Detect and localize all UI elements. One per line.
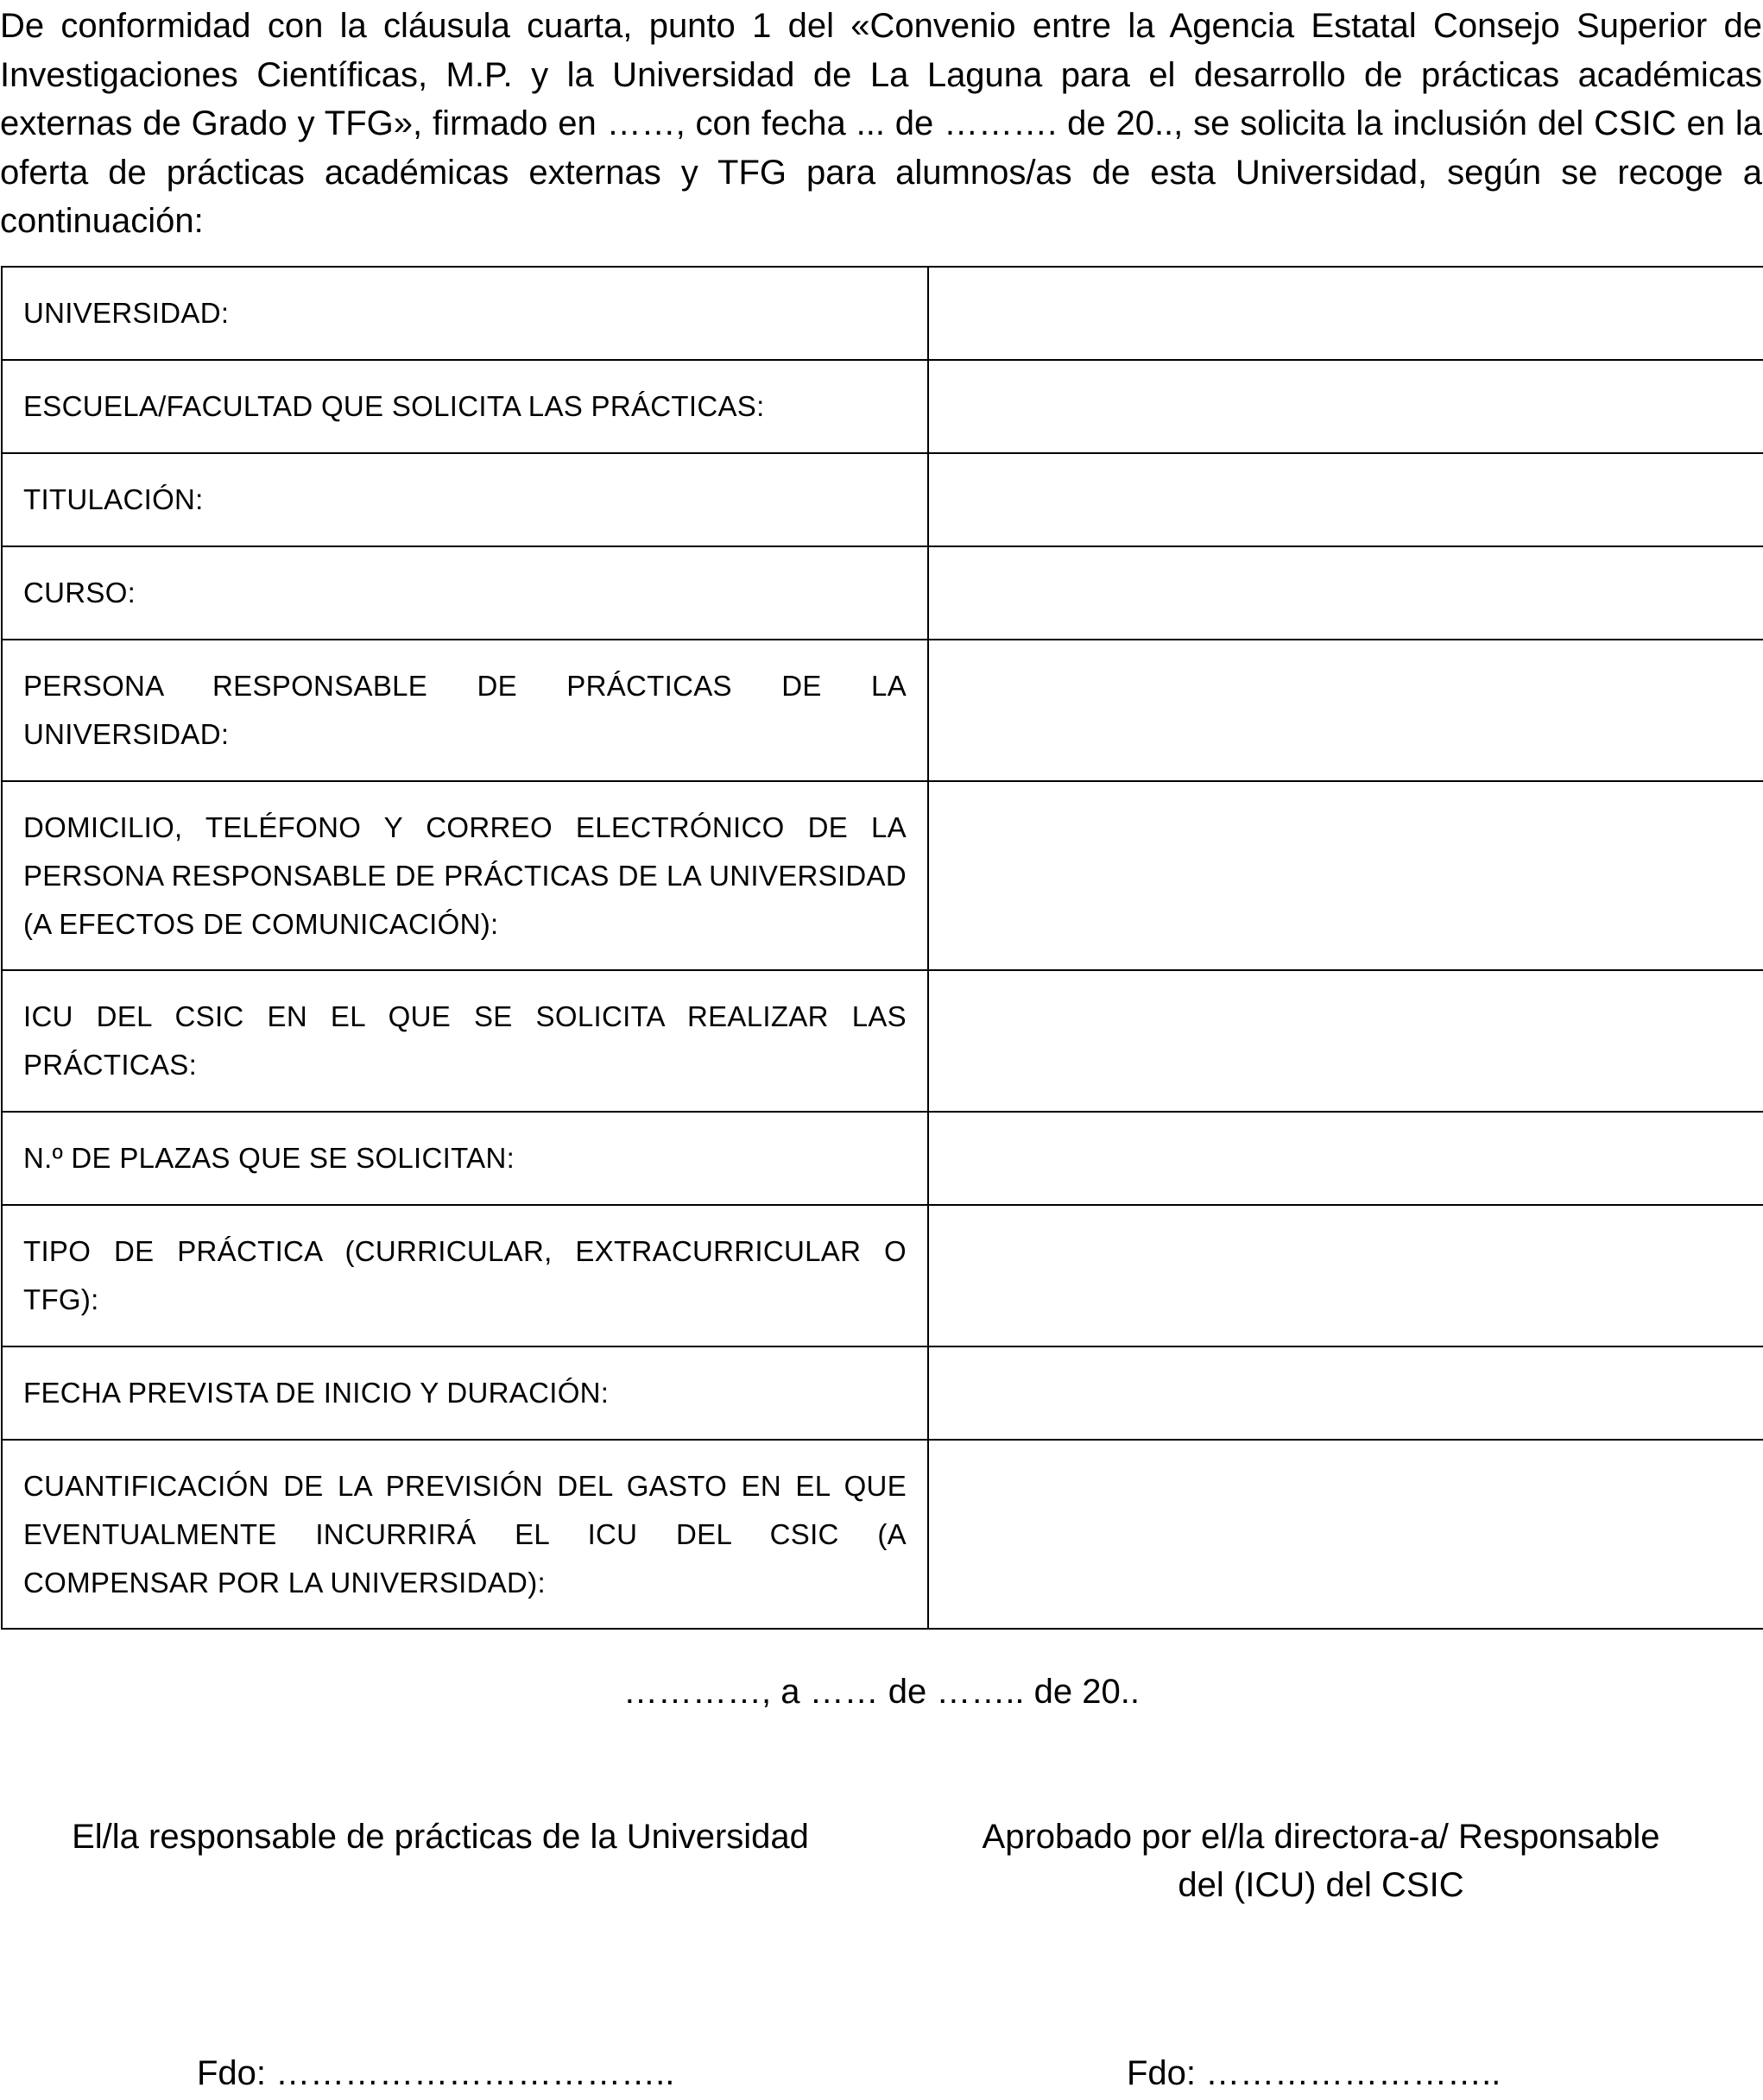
row-label-icu-csic: ICU DEL CSIC EN EL QUE SE SOLICITA REALIZAR LAS PRÁCTICAS: (2, 970, 928, 1112)
row-label-domicilio-contacto: DOMICILIO, TELÉFONO Y CORREO ELECTRÓNICO DE LA PERSONA RESPONSABLE DE PRÁCTICAS DE LA UNIVERSIDAD (A EFECTOS DE COMUNICACIÓN): (2, 781, 928, 970)
place-date-line: …………, a …… de …….. de 20.. (623, 1673, 1140, 1711)
row-label-curso: CURSO: (2, 546, 928, 640)
signature-left-fdo: Fdo: …………………………….. (197, 2054, 675, 2092)
table-row (2, 453, 1763, 546)
table-row (2, 360, 1763, 453)
signature-right-fdo: Fdo: …………………….. (1127, 2054, 1501, 2092)
table-row (2, 1112, 1763, 1205)
row-value-tipo-practica[interactable] (928, 1205, 1763, 1346)
row-label-universidad: UNIVERSIDAD: (2, 267, 928, 360)
row-value-curso[interactable] (928, 546, 1763, 640)
application-form-table (1, 266, 1763, 1630)
row-value-icu-csic[interactable] (928, 970, 1763, 1112)
table-row (2, 970, 1763, 1112)
table-row (2, 1346, 1763, 1440)
row-label-tipo-practica: TIPO DE PRÁCTICA (CURRICULAR, EXTRACURRICULAR O TFG): (2, 1205, 928, 1346)
signature-right-title-line1: Aprobado por el/la directora-a/ Responsable (982, 1818, 1660, 1856)
table-row (2, 267, 1763, 360)
row-value-titulacion[interactable] (928, 453, 1763, 546)
table-row (2, 546, 1763, 640)
row-value-plazas[interactable] (928, 1112, 1763, 1205)
intro-paragraph: De conformidad con la cláusula cuarta, punto 1 del «Convenio entre la Agencia Estatal Consejo Superior de Investigaciones Científicas, M.P. y la Universidad de La Laguna para el desarrollo de prácticas académicas externas de Grado y TFG», firmado en ……, con fecha ... de ………. de 20.., se solicita la inclusión del CSIC en la oferta de prácticas académicas externas y TFG para alumnos/as de esta Universidad, según se recoge a continuación: (0, 7, 1762, 240)
row-label-titulacion: TITULACIÓN: (2, 453, 928, 546)
table-row (2, 1205, 1763, 1346)
row-value-persona-responsable[interactable] (928, 640, 1763, 781)
row-label-persona-responsable: PERSONA RESPONSABLE DE PRÁCTICAS DE LA UNIVERSIDAD: (2, 640, 928, 781)
row-label-cuantificacion-gasto: CUANTIFICACIÓN DE LA PREVISIÓN DEL GASTO EN EL QUE EVENTUALMENTE INCURRIRÁ EL ICU DEL CSIC (A COMPENSAR POR LA UNIVERSIDAD): (2, 1440, 928, 1629)
signature-block-right (950, 1813, 1692, 1909)
signature-block-left (0, 1813, 881, 1861)
row-label-escuela-facultad: ESCUELA/FACULTAD QUE SOLICITA LAS PRÁCTICAS: (2, 360, 928, 453)
row-value-fecha-prevista[interactable] (928, 1346, 1763, 1440)
signature-right-title-line2: del (ICU) del CSIC (1178, 1866, 1464, 1904)
table-row (2, 640, 1763, 781)
row-value-cuantificacion-gasto[interactable] (928, 1440, 1763, 1629)
row-value-universidad[interactable] (928, 267, 1763, 360)
row-label-fecha-prevista: FECHA PREVISTA DE INICIO Y DURACIÓN: (2, 1346, 928, 1440)
row-value-escuela-facultad[interactable] (928, 360, 1763, 453)
table-row (2, 1440, 1763, 1629)
row-value-domicilio-contacto[interactable] (928, 781, 1763, 970)
signature-left-title: El/la responsable de prácticas de la Universidad (72, 1818, 809, 1856)
row-label-plazas: N.º DE PLAZAS QUE SE SOLICITAN: (2, 1112, 928, 1205)
table-row (2, 781, 1763, 970)
